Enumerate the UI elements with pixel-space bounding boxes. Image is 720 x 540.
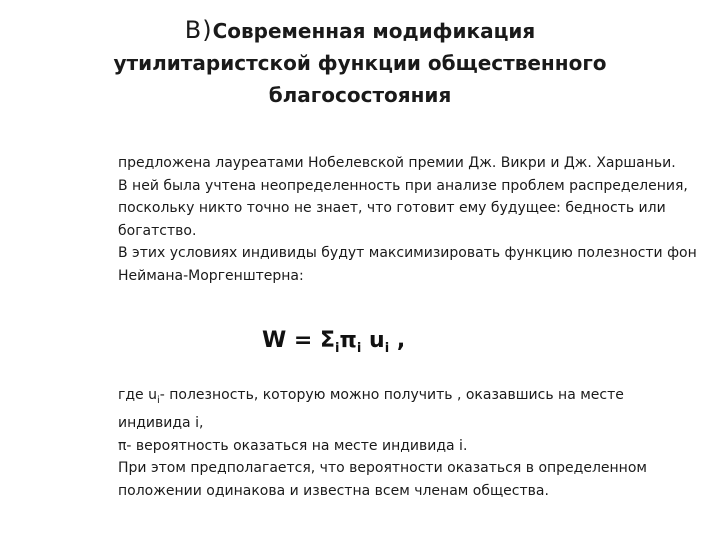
title-line-1-text: Современная модификация (212, 19, 536, 43)
formula-u: u (361, 328, 385, 353)
formula-notes (118, 384, 698, 502)
slide-title (60, 14, 660, 111)
body-text (118, 152, 698, 287)
formula-sub-1: i (335, 341, 340, 356)
paragraph-authors: предложена лауреатами Нобелевской премии Дж. Викри и Дж. Харшаньи. (118, 155, 676, 171)
note-utility-post: - полезность, которую можно получить , оказавшись на месте индивида i, (118, 387, 624, 432)
note-assumption: При этом предполагается, что вероятности оказаться в определенном положении одинакова и известна всем членам общества. (118, 460, 647, 499)
formula-sub-2: i (356, 341, 362, 356)
formula-tail: , (389, 328, 406, 353)
note-probability: π- вероятность оказаться на месте индивида i. (118, 437, 468, 454)
title-line-1 (60, 14, 660, 47)
note-utility (118, 384, 698, 435)
formula-sub-3: i (384, 341, 390, 356)
paragraph-maximize: В этих условиях индивиды будут максимизировать функцию полезности фон Неймана-Моргенштерна: (118, 245, 697, 284)
title-line-3: благосостояния (268, 83, 452, 107)
paragraph-uncertainty: В ней была учтена неопределенность при анализе проблем распределения, поскольку никто точно не знает, что готовит ему будущее: бедность или богатство. (118, 177, 688, 239)
title-line-2: утилитаристской функции общественного (113, 51, 607, 75)
note-utility-pre: где u (118, 387, 157, 403)
note-utility-sub: i (156, 394, 160, 406)
welfare-formula (262, 328, 405, 356)
formula-pi: π (339, 328, 357, 353)
title-marker: В) (184, 16, 213, 44)
formula-lhs: W = Σ (262, 328, 336, 353)
